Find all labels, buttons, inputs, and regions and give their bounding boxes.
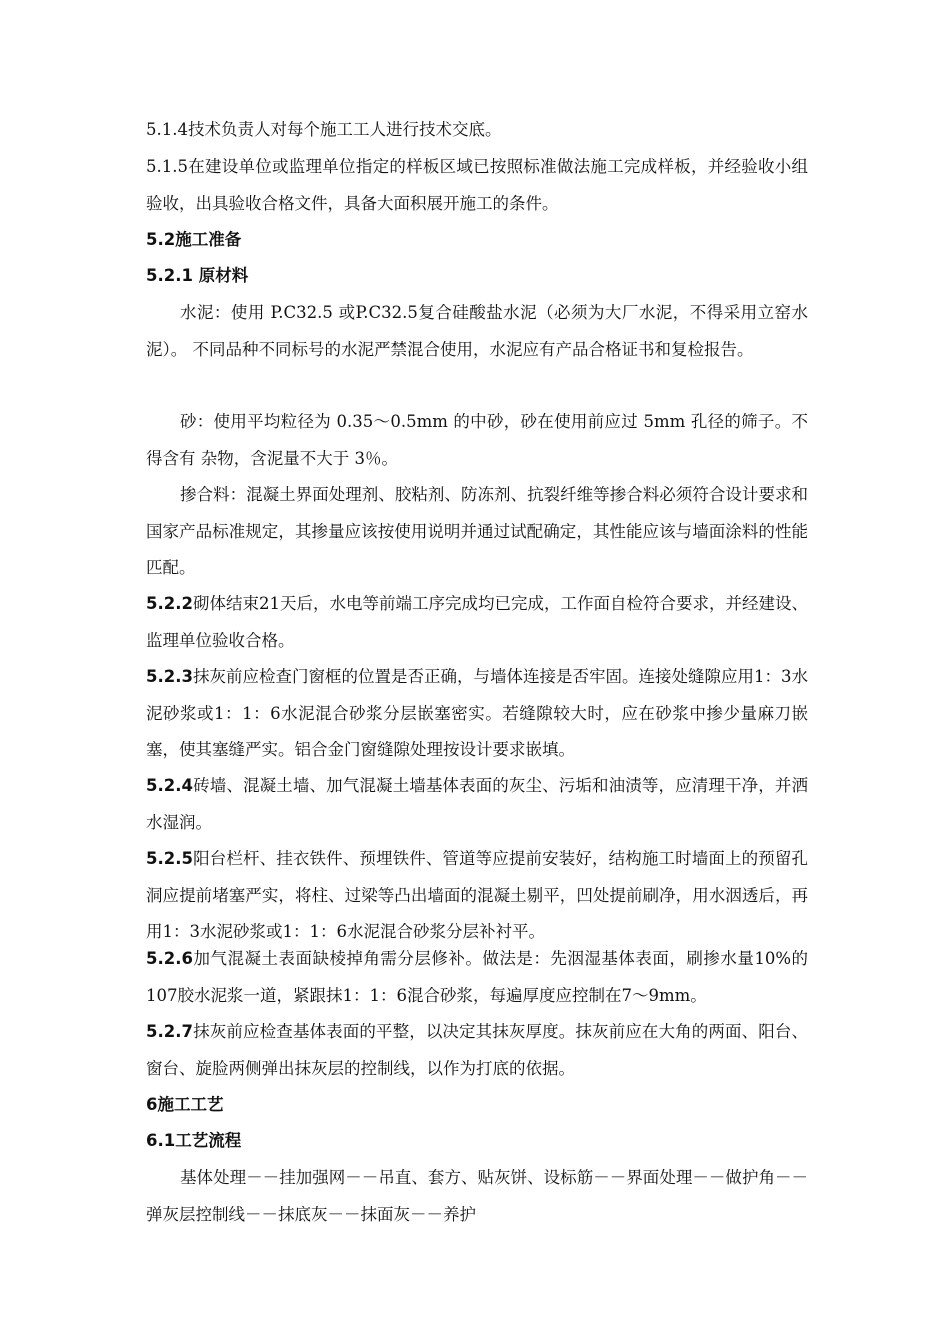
section-title: 工艺流程 (175, 1131, 242, 1150)
item-number: 5.2.3 (146, 667, 193, 686)
subsection-heading-5-2-1 (146, 258, 808, 295)
section-title: 原材料 (192, 266, 249, 285)
item-5-1-4 (146, 112, 808, 149)
item-5-2-4 (146, 768, 808, 841)
item-5-2-7 (146, 1014, 808, 1087)
subsection-heading-6-1 (146, 1123, 808, 1160)
section-title: 施工工艺 (157, 1095, 224, 1114)
item-number: 5.1.5 (146, 157, 188, 176)
item-5-2-6 (146, 941, 808, 1014)
item-text: 加气混凝土表面缺棱掉角需分层修补。做法是：先洇湿基体表面，刷掺水量10%的107胶水泥浆一道，紧跟抹1：1：6混合砂浆，每遍厚度应控制在7～9mm。 (146, 949, 808, 1005)
paragraph-text: 水泥：使用 P.C32.5 或P.C32.5复合硅酸盐水泥（必须为大厂水泥，不得采用立窑水泥）。 不同品种不同标号的水泥严禁混合使用，水泥应有产品合格证书和复检报告。 (146, 303, 808, 359)
item-text: 抹灰前应检查门窗框的位置是否正确，与墙体连接是否牢固。连接处缝隙应用1：3水泥砂浆或1：1：6水泥混合砂浆分层嵌塞密实。若缝隙较大时，应在砂浆中掺少量麻刀嵌塞，使其塞缝严实。铝合金门窗缝隙处理按设计要求嵌填。 (146, 667, 808, 759)
paragraph-text: 基体处理－－挂加强网－－吊直、套方、贴灰饼、设标筋－－界面处理－－做护角－－ 弹灰层控制线－－抹底灰－－抹面灰－－养护 (146, 1168, 808, 1224)
paragraph-admixture (146, 477, 808, 587)
item-number: 5.2.2 (146, 594, 193, 613)
paragraph-text: 砂：使用平均粒径为 0.35～0.5mm 的中砂，砂在使用前应过 5mm 孔径的筛子。不得含有 杂物，含泥量不大于 3％。 (146, 412, 808, 468)
item-number: 5.1.4 (146, 120, 188, 139)
item-5-2-3 (146, 659, 808, 769)
item-number: 5.2.7 (146, 1022, 193, 1041)
section-title: 施工准备 (175, 230, 242, 249)
item-text: 阳台栏杆、挂衣铁件、预埋铁件、管道等应提前安装好，结构施工时墙面上的预留孔洞应提前堵塞严实，将柱、过梁等凸出墙面的混凝土剔平，凹处提前刷净，用水洇透后，再用1：3水泥砂浆或1：1：6水泥混合砂浆分层补衬平。 (146, 849, 808, 941)
paragraph-cement (146, 295, 808, 368)
paragraph-text: 掺合料：混凝土界面处理剂、胶粘剂、防冻剂、抗裂纤维等掺合料必须符合设计要求和 国家产品标准规定，其掺量应该按使用说明并通过试配确定，其性能应该与墙面涂料的性能匹配。 (146, 485, 808, 577)
section-number: 6 (146, 1095, 158, 1114)
item-number: 5.2.6 (146, 949, 193, 968)
item-text: 在建设单位或监理单位指定的样板区域已按照标准做法施工完成样板，并经验收小组验收，出具验收合格文件，具备大面积展开施工的条件。 (146, 157, 808, 213)
section-number: 6.1 (146, 1131, 176, 1150)
section-heading-5-2 (146, 222, 808, 259)
section-number: 5.2 (146, 230, 176, 249)
item-number: 5.2.5 (146, 849, 193, 868)
item-5-1-5 (146, 149, 808, 222)
item-text: 抹灰前应检查基体表面的平整，以决定其抹灰厚度。抹灰前应在大角的两面、阳台、窗台、旋脸两侧弹出抹灰层的控制线，以作为打底的依据。 (146, 1022, 808, 1078)
paragraph-sand (146, 404, 808, 477)
item-5-2-5 (146, 841, 808, 951)
item-number: 5.2.4 (146, 776, 193, 795)
section-heading-6 (146, 1087, 808, 1124)
item-text: 砌体结束21天后，水电等前端工序完成均已完成，工作面自检符合要求，并经建设、监理单位验收合格。 (146, 594, 808, 650)
paragraph-process-flow (146, 1160, 808, 1233)
section-number: 5.2.1 (146, 266, 193, 285)
item-text: 砖墙、混凝土墙、加气混凝土墙基体表面的灰尘、污垢和油渍等，应清理干净，并洒水湿润。 (146, 776, 808, 832)
item-text: 技术负责人对每个施工工人进行技术交底。 (187, 120, 502, 139)
item-5-2-2 (146, 586, 808, 659)
